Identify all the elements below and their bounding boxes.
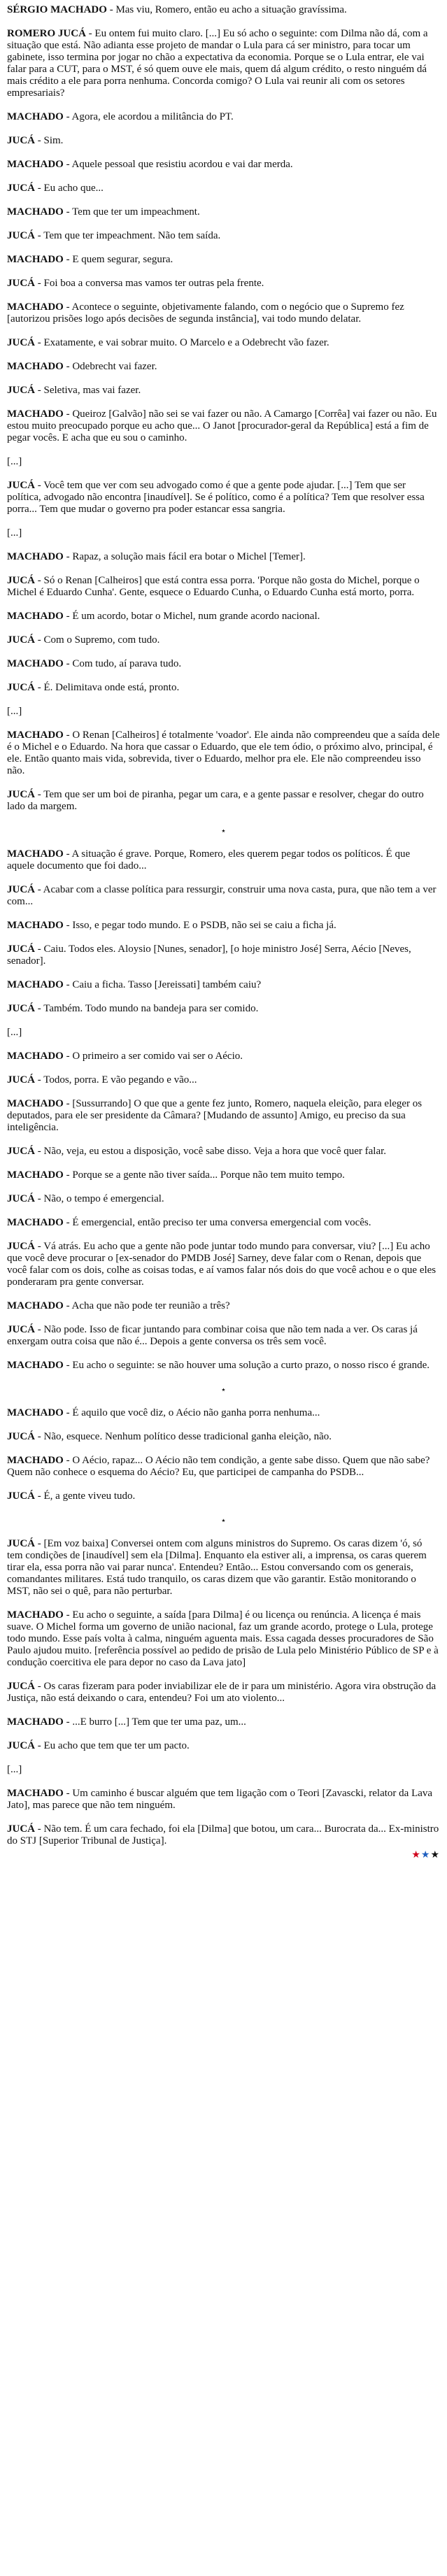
dialogue-paragraph xyxy=(7,1003,440,1015)
speaker-dash: - xyxy=(63,206,73,218)
dialogue-paragraph xyxy=(7,1681,440,1705)
speech-text: Seletiva, mas vai fazer. xyxy=(43,385,141,396)
speaker-dash: - xyxy=(63,551,73,562)
speech-text: E quem segurar, segura. xyxy=(72,254,173,265)
dialogue-paragraph xyxy=(7,1217,440,1229)
dialogue-paragraph xyxy=(7,1324,440,1348)
speaker-name: JUCÁ xyxy=(7,789,35,800)
speech-text: Acha que não pode ter reunião a três? xyxy=(71,1300,230,1311)
speaker-name: JUCÁ xyxy=(7,1681,35,1692)
speech-text: ...E burro [...] Tem que ter uma paz, um... xyxy=(72,1716,246,1728)
speech-text: Não tem. É um cara fechado, foi ela [Dilma] que botou, um cara... Burocrata da... Ex-ministro do STJ [Superior Tribunal de Justiça]. xyxy=(7,1823,439,1846)
speech-text: Não, veja, eu estou a disposição, você sabe disso. Veja a hora que você quer falar. xyxy=(43,1146,387,1157)
speech-text: Tem que ser um boi de piranha, pegar um cara, e a gente passar e resolver, chegar do outro lado da margem. xyxy=(7,789,424,812)
speaker-name: MACHADO xyxy=(7,979,64,990)
speech-text: Com o Supremo, com tudo. xyxy=(43,634,160,646)
speaker-dash: - xyxy=(63,1051,73,1062)
speaker-dash: - xyxy=(35,278,44,289)
speaker-name: JUCÁ xyxy=(7,385,35,396)
dialogue-paragraph xyxy=(7,527,440,539)
speech-text: Eu acho que... xyxy=(43,183,104,194)
dialogue-paragraph xyxy=(7,1146,440,1158)
dialogue-paragraph xyxy=(7,1169,440,1181)
speaker-name: JUCÁ xyxy=(7,1074,35,1086)
speech-text: Odebrecht vai fazer. xyxy=(72,361,157,372)
speech-text: Tem que ter impeachment. Não tem saída. xyxy=(43,230,221,241)
speaker-name: JUCÁ xyxy=(7,1538,35,1549)
speaker-name: JUCÁ xyxy=(7,1324,35,1335)
star-icon: ★ xyxy=(420,1850,431,1860)
dialogue-paragraph xyxy=(7,551,440,563)
dialogue-paragraph xyxy=(7,1490,440,1502)
section-separator: ⋆ xyxy=(220,1384,227,1395)
speech-text: Porque se a gente não tiver saída... Porque não tem muito tempo. xyxy=(72,1169,345,1181)
speaker-dash: - xyxy=(35,682,44,693)
speaker-name: MACHADO xyxy=(7,1169,64,1181)
speaker-name: JUCÁ xyxy=(7,1490,35,1502)
speaker-dash: - xyxy=(63,1716,73,1728)
dialogue-paragraph xyxy=(7,408,440,444)
speech-text: Não, o tempo é emergencial. xyxy=(43,1193,164,1204)
dialogue-paragraph xyxy=(7,611,440,622)
speaker-name: JUCÁ xyxy=(7,337,35,348)
speaker-name: MACHADO xyxy=(7,408,64,420)
speech-text: Os caras fizeram para poder inviabilizar ele de ir para um ministério. Agora vira obstrução da Justiça, não está deixando o cara, entendeu? Foi um ato violento... xyxy=(7,1681,437,1704)
speaker-name: JUCÁ xyxy=(7,884,35,895)
speaker-name: MACHADO xyxy=(7,301,64,313)
speech-text: Eu acho o seguinte: se não houver uma solução a curto prazo, o nosso risco é grande. xyxy=(72,1360,430,1371)
speaker-name: MACHADO xyxy=(7,1788,64,1799)
dialogue-paragraph xyxy=(7,135,440,147)
speaker-name: JUCÁ xyxy=(7,1241,35,1252)
speaker-name: JUCÁ xyxy=(7,480,35,491)
speech-text: Acabar com a classe política para ressurgir, construir uma nova casta, pura, que não tem a ver com... xyxy=(7,884,437,907)
dialogue-paragraph xyxy=(7,789,440,813)
dialogue-paragraph xyxy=(7,1241,440,1288)
speaker-dash: - xyxy=(63,1455,73,1466)
speaker-name: MACHADO xyxy=(7,254,64,265)
speaker-dash: - xyxy=(63,159,72,170)
speech-text: Acontece o seguinte, objetivamente falando, com o negócio que o Supremo fez [autorizou prisões logo após decisões de segunda instância], vai todo mundo delatar. xyxy=(7,301,404,325)
dialogue-paragraph xyxy=(7,920,440,932)
speaker-name: MACHADO xyxy=(7,611,64,622)
speech-text: Rapaz, a solução mais fácil era botar o Michel [Temer]. xyxy=(72,551,306,562)
dialogue-paragraph xyxy=(7,206,440,218)
dialogue-paragraph xyxy=(7,111,440,123)
dialogue-paragraph xyxy=(7,1193,440,1205)
speech-text: Todos, porra. E vão pegando e vão... xyxy=(43,1074,197,1086)
speaker-dash: - xyxy=(35,1003,44,1014)
speaker-dash: - xyxy=(35,1538,44,1549)
speaker-dash: - xyxy=(35,575,44,586)
speaker-dash: - xyxy=(63,1217,73,1228)
speech-text: É, a gente viveu tudo. xyxy=(43,1490,136,1502)
speech-text: [Sussurrando] O que que a gente fez junto, Romero, naquela eleição, para eleger os deputados, para ele ser presidente da Câmara? [Mudando de assunto] Amigo, eu preciso da sua inteligência. xyxy=(7,1098,423,1133)
dialogue-paragraph xyxy=(7,658,440,670)
speaker-dash: - xyxy=(63,1788,73,1799)
speaker-dash: - xyxy=(35,1074,44,1086)
speaker-dash: - xyxy=(63,658,73,669)
speaker-dash: - xyxy=(63,1360,73,1371)
speaker-dash: - xyxy=(63,848,72,860)
speaker-dash: - xyxy=(35,1431,44,1442)
speaker-name: MACHADO xyxy=(7,658,64,669)
speaker-dash: - xyxy=(35,1241,44,1252)
speech-text: Só o Renan [Calheiros] que está contra essa porra. 'Porque não gosta do Michel, porque o Michel é Eduardo Cunha'. Gente, esquece o Eduardo Cunha, o Eduardo Cunha está morto, porra. xyxy=(7,575,420,598)
speaker-dash: - xyxy=(63,1169,73,1181)
dialogue-paragraph xyxy=(7,1027,440,1039)
dialogue-paragraph xyxy=(7,254,440,266)
dialogue-paragraph xyxy=(7,1098,440,1134)
dialogue-paragraph xyxy=(7,278,440,290)
speech-text: Você tem que ver com seu advogado como é que a gente pode ajudar. [...] Tem que ser política, advogado não encontra [inaudível]. Se é político, como é a política? Tem que resolver essa porra... Tem que mudar o governo pra poder estancar essa sangria. xyxy=(7,480,425,515)
speaker-name: JUCÁ xyxy=(7,682,35,693)
speaker-dash: - xyxy=(35,337,44,348)
dialogue-paragraph xyxy=(7,706,440,718)
speech-text: Eu acho o seguinte, a saída [para Dilma] é ou licença ou renúncia. A licença é mais suave. O Michel forma um governo de união nacional, faz um grande acordo, protege o Lula, protege todo mundo. Esse país volta à calma, ninguém aguenta mais. Essa cagada desses procuradores de São Paulo ajudou muito. [referência possível ao pedido de prisão de Lula pelo Ministério Público de SP e à condução coercitiva ele para depor no caso da Lava jato] xyxy=(7,1609,439,1668)
speaker-name: MACHADO xyxy=(7,159,64,170)
speech-text: [...] xyxy=(7,706,22,717)
speaker-name: JUCÁ xyxy=(7,135,35,146)
speaker-name: JUCÁ xyxy=(7,634,35,646)
speaker-name: MACHADO xyxy=(7,1098,64,1109)
speaker-dash: - xyxy=(35,1193,44,1204)
dialogue-paragraph xyxy=(7,183,440,194)
section-separator: ⋆ xyxy=(220,1515,227,1525)
speaker-name: MACHADO xyxy=(7,920,64,931)
dialogue-paragraph xyxy=(7,1455,440,1479)
dialogue-paragraph xyxy=(7,1716,440,1728)
dialogue-paragraph xyxy=(7,1609,440,1669)
speaker-name: MACHADO xyxy=(7,1051,64,1062)
speaker-name: MACHADO xyxy=(7,848,64,860)
speech-text: [Em voz baixa] Conversei ontem com alguns ministros do Supremo. Os caras dizem 'ó, só tem condições de [inaudível] sem ela [Dilma]. Enquanto ela estiver ali, a imprensa, os caras querem tirar ela, essa porra não vai parar nunca'. Entendeu? Então... Estou conversando com os generais, comandantes militares. Está tudo tranquilo, os caras dizem que vão garantir. Estão monitorando o MST, não sei o quê, para não perturbar. xyxy=(7,1538,427,1597)
speech-text: O Renan [Calheiros] é totalmente 'voador'. Ele ainda não compreendeu que a saída dele é o Michel e o Eduardo. Na hora que cassar o Eduardo, que ele tem ódio, o próximo alvo, principal, é ele. Então quanto mais vida, sobrevida, tiver o Eduardo, melhor pra ele. Ele não compreendeu isso não. xyxy=(7,730,440,776)
end-of-article-stars xyxy=(7,1849,440,1861)
speaker-dash: - xyxy=(63,361,73,372)
speaker-name: JUCÁ xyxy=(7,278,35,289)
speaker-dash: - xyxy=(63,730,73,741)
speech-text: Isso, e pegar todo mundo. E o PSDB, não sei se caiu a ficha já. xyxy=(72,920,336,931)
speaker-dash: - xyxy=(35,944,44,955)
dialogue-paragraph xyxy=(7,634,440,646)
speech-text: Caiu a ficha. Tasso [Jereissati] também caiu? xyxy=(72,979,262,990)
speaker-dash: - xyxy=(63,611,73,622)
speaker-dash: - xyxy=(35,230,44,241)
speaker-name: MACHADO xyxy=(7,1217,64,1228)
dialogue-paragraph xyxy=(7,979,440,991)
speaker-dash: - xyxy=(35,1146,44,1157)
speech-text: Mas viu, Romero, então eu acho a situação gravíssima. xyxy=(115,4,347,15)
speaker-name: MACHADO xyxy=(7,1300,64,1311)
star-icon: ★ xyxy=(430,1850,440,1860)
speaker-name: JUCÁ xyxy=(7,183,35,194)
dialogue-paragraph xyxy=(7,1788,440,1812)
speech-text: Sim. xyxy=(43,135,64,146)
speech-text: Também. Todo mundo na bandeja para ser comido. xyxy=(43,1003,259,1014)
speech-text: Não pode. Isso de ficar juntando para combinar coisa que não tem nada a ver. Os caras já enxergam outra coisa que não é... Depois a gente conversa os três sem você. xyxy=(7,1324,418,1347)
dialogue-paragraph xyxy=(7,480,440,515)
dialogue-paragraph xyxy=(7,361,440,373)
speaker-name: JUCÁ xyxy=(7,1823,35,1835)
section-separator: ⋆ xyxy=(220,825,227,836)
speaker-dash: - xyxy=(63,1609,73,1621)
speech-text: Aquele pessoal que resistiu acordou e vai dar merda. xyxy=(71,159,293,170)
speech-text: Queiroz [Galvão] não sei se vai fazer ou não. A Camargo [Corrêa] vai fazer ou não. Eu estou muito preocupado porque eu acho que... O Janot [procurador-geral da República] está a fim de pegar vocês. E acha que eu sou o caminho. xyxy=(7,408,437,443)
speaker-name: JUCÁ xyxy=(7,230,35,241)
dialogue-paragraph xyxy=(7,848,440,872)
dialogue-paragraph xyxy=(7,159,440,171)
speaker-dash: - xyxy=(35,1823,44,1835)
speaker-dash: - xyxy=(63,1407,73,1418)
speaker-dash: - xyxy=(63,979,73,990)
speaker-dash: - xyxy=(35,884,43,895)
dialogue-paragraph xyxy=(7,28,440,99)
speaker-name: JUCÁ xyxy=(7,1740,35,1751)
speaker-dash: - xyxy=(63,920,73,931)
speaker-dash: - xyxy=(63,408,73,420)
speaker-dash: - xyxy=(85,28,95,39)
speech-text: Eu ontem fui muito claro. [...] Eu só acho o seguinte: com Dilma não dá, com a situação que está. Não adianta esse projeto de mandar o Lula para cá ser ministro, para tocar um gabinete, isso termina por jogar no chão a expectativa da economia. Porque se o Lula entrar, ele vai falar para a CUT, para o MST, é só quem ouve ele mais, quem dá algum crédito, o resto ninguém dá mais crédito a ele para porra nenhuma. Concorda comigo? O Lula vai reunir ali com os setores empresariais? xyxy=(7,28,428,99)
speaker-dash: - xyxy=(63,1300,72,1311)
dialogue-paragraph xyxy=(7,1823,440,1847)
speaker-name: MACHADO xyxy=(7,1455,64,1466)
speaker-name: MACHADO xyxy=(7,551,64,562)
dialogue-paragraph xyxy=(7,730,440,777)
speech-text: É emergencial, então preciso ter uma conversa emergencial com vocês. xyxy=(72,1217,371,1228)
dialogue-paragraph xyxy=(7,1407,440,1419)
speaker-name: MACHADO xyxy=(7,206,64,218)
speech-text: É um acordo, botar o Michel, num grande acordo nacional. xyxy=(72,611,320,622)
speaker-name: ROMERO JUCÁ xyxy=(7,28,86,39)
speech-text: É aquilo que você diz, o Aécio não ganha porra nenhuma... xyxy=(72,1407,320,1418)
speaker-dash: - xyxy=(35,1681,44,1692)
speaker-dash: - xyxy=(35,385,44,396)
dialogue-paragraph xyxy=(7,230,440,242)
speaker-name: JUCÁ xyxy=(7,1431,35,1442)
speech-text: É. Delimitava onde está, pronto. xyxy=(43,682,180,693)
dialogue-paragraph xyxy=(7,682,440,694)
dialogue-paragraph xyxy=(7,1360,440,1372)
speech-text: [...] xyxy=(7,1027,22,1038)
speaker-name: JUCÁ xyxy=(7,944,35,955)
speech-text: Caiu. Todos eles. Aloysio [Nunes, senador], [o hoje ministro José] Serra, Aécio [Neves, senador]. xyxy=(7,944,411,967)
speaker-dash: - xyxy=(35,1324,44,1335)
star-icon: ★ xyxy=(411,1850,421,1860)
speaker-dash: - xyxy=(35,183,44,194)
speaker-dash: - xyxy=(35,634,44,646)
speaker-name: MACHADO xyxy=(7,1407,64,1418)
speaker-name: JUCÁ xyxy=(7,575,35,586)
speaker-name: JUCÁ xyxy=(7,1146,35,1157)
speech-text: Tem que ter um impeachment. xyxy=(72,206,200,218)
speech-text: Foi boa a conversa mas vamos ter outras pela frente. xyxy=(43,278,264,289)
speech-text: A situação é grave. Porque, Romero, eles querem pegar todos os políticos. É que aquele documento que foi dado... xyxy=(7,848,411,871)
speaker-dash: - xyxy=(106,4,116,15)
speaker-name: MACHADO xyxy=(7,1716,64,1728)
dialogue-paragraph xyxy=(7,1740,440,1752)
speech-text: Vá atrás. Eu acho que a gente não pode juntar todo mundo para conversar, viu? [...] Eu acho que você deve procurar o [ex-senador do PMDB José] Sarney, deve falar com o Renan, depois que você falar com os dois, colhe as coisas todas, e aí vamos falar nós dois do que você achou e o que eles ponderaram pra gente conversar. xyxy=(7,1241,437,1288)
speech-text: Eu acho que tem que ter um pacto. xyxy=(43,1740,190,1751)
speaker-name: MACHADO xyxy=(7,1360,64,1371)
dialogue-paragraph xyxy=(7,1538,440,1597)
speech-text: Não, esquece. Nenhum político desse tradicional ganha eleição, não. xyxy=(43,1431,332,1442)
speech-text: O primeiro a ser comido vai ser o Aécio. xyxy=(72,1051,243,1062)
speaker-name: MACHADO xyxy=(7,111,64,122)
dialogue-paragraph xyxy=(7,1051,440,1062)
speaker-dash: - xyxy=(63,254,73,265)
speech-text: [...] xyxy=(7,527,22,539)
speaker-name: JUCÁ xyxy=(7,1193,35,1204)
dialogue-paragraph xyxy=(7,1431,440,1443)
dialogue-paragraph xyxy=(7,385,440,397)
dialogue-paragraph xyxy=(7,944,440,967)
dialogue-paragraph xyxy=(7,4,440,16)
speaker-name: MACHADO xyxy=(7,730,64,741)
speech-text: Exatamente, e vai sobrar muito. O Marcelo e a Odebrecht vão fazer. xyxy=(43,337,329,348)
dialogue-paragraph xyxy=(7,337,440,349)
speaker-dash: - xyxy=(35,789,44,800)
dialogue-paragraph xyxy=(7,1300,440,1312)
speaker-dash: - xyxy=(63,301,72,313)
speech-text: [...] xyxy=(7,1764,22,1775)
dialogue-paragraph xyxy=(7,456,440,468)
speaker-dash: - xyxy=(63,1098,73,1109)
speaker-name: SÉRGIO MACHADO xyxy=(7,4,107,15)
dialogue-paragraph xyxy=(7,1074,440,1086)
speech-text: Agora, ele acordou a militância do PT. xyxy=(71,111,234,122)
speaker-dash: - xyxy=(35,1740,44,1751)
speech-text: [...] xyxy=(7,456,22,467)
speaker-dash: - xyxy=(35,1490,44,1502)
speaker-name: MACHADO xyxy=(7,1609,64,1621)
speech-text: O Aécio, rapaz... O Aécio não tem condição, a gente sabe disso. Quem que não sabe? Quem não conhece o esquema do Aécio? Eu, que participei de campanha do PSDB... xyxy=(7,1455,430,1478)
dialogue-paragraph xyxy=(7,301,440,325)
speaker-name: JUCÁ xyxy=(7,1003,35,1014)
dialogue-paragraph xyxy=(7,884,440,908)
dialogue-paragraph xyxy=(7,1764,440,1776)
speaker-name: MACHADO xyxy=(7,361,64,372)
dialogue-paragraph xyxy=(7,575,440,599)
speech-text: Um caminho é buscar alguém que tem ligação com o Teori [Zavascki, relator da Lava Jato], mas parece que não tem ninguém. xyxy=(7,1788,433,1811)
speaker-dash: - xyxy=(35,135,44,146)
speaker-dash: - xyxy=(63,111,72,122)
speaker-dash: - xyxy=(35,480,44,491)
speech-text: Com tudo, aí parava tudo. xyxy=(72,658,182,669)
